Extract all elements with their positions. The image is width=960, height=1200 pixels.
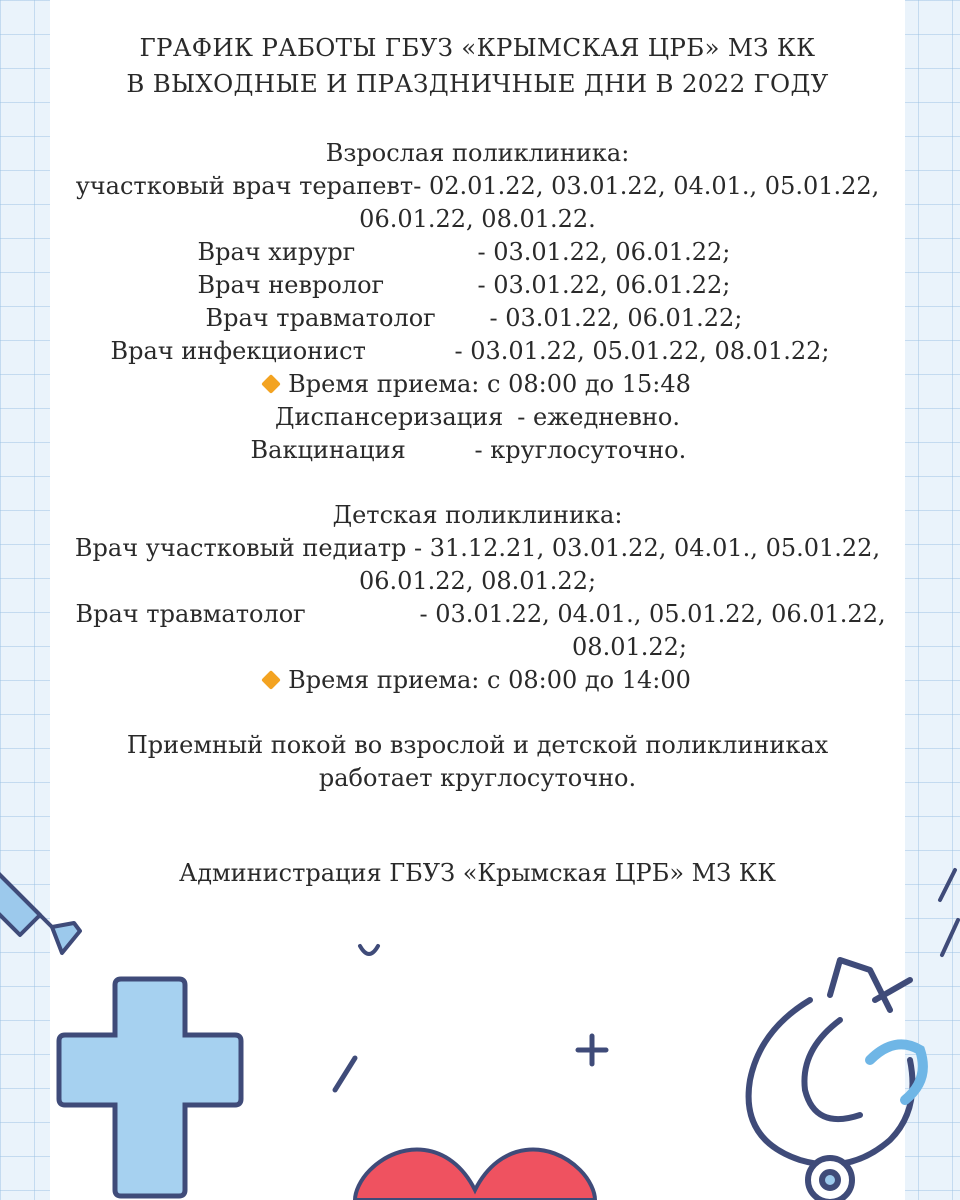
children-traumatologist-label: Врач травматолог xyxy=(75,600,306,628)
surgeon-row xyxy=(50,236,905,269)
medical-cross-icon xyxy=(50,975,250,1200)
signature: Администрация ГБУЗ «Крымская ЦРБ» МЗ КК xyxy=(179,859,776,887)
traumatologist-dates: - 03.01.22, 06.01.22; xyxy=(489,304,743,332)
therapist-dates-line-2: 06.01.22, 08.01.22. xyxy=(359,205,596,233)
traumatologist-row xyxy=(50,302,905,335)
pediatrician-dates-line-1: Врач участковый педиатр - 31.12.21, 03.01.22, 04.01., 05.01.22, xyxy=(74,534,881,562)
diamond-icon xyxy=(261,374,281,394)
children-clinic-heading: Детская поликлиника: xyxy=(332,501,623,529)
adult-clinic-heading: Взрослая поликлиника: xyxy=(325,139,630,167)
surgeon-dates: - 03.01.22, 06.01.22; xyxy=(477,238,731,266)
surgeon-label: Врач хирург xyxy=(197,238,356,266)
vaccination-row xyxy=(50,434,905,467)
neurologist-label: Врач невролог xyxy=(197,271,385,299)
vaccination-value: - круглосуточно. xyxy=(474,436,687,464)
children-traumatologist-dates: - 03.01.22, 04.01., 05.01.22, 06.01.22, xyxy=(419,600,886,628)
dispensary-value: - ежедневно. xyxy=(517,403,681,431)
vaccination-label: Вакцинация xyxy=(250,436,406,464)
dispensary-label: Диспансеризация xyxy=(274,403,504,431)
schedule-document xyxy=(50,0,905,890)
edge-stroke-right xyxy=(930,860,960,970)
dispensary-row xyxy=(50,401,905,434)
children-reception-time xyxy=(50,664,905,697)
document-title xyxy=(50,30,905,102)
title-line-1: ГРАФИК РАБОТЫ ГБУЗ «КРЫМСКАЯ ЦРБ» МЗ КК xyxy=(139,33,816,62)
diamond-icon xyxy=(261,670,281,690)
title-line-2: В ВЫХОДНЫЕ И ПРАЗДНИЧНЫЕ ДНИ В 2022 ГОДУ xyxy=(126,69,829,98)
neurologist-row xyxy=(50,269,905,302)
children-traumatologist-dates-line-2: 08.01.22; xyxy=(572,633,687,661)
plus-icon xyxy=(572,1030,612,1070)
cup-decoration xyxy=(356,942,382,964)
pediatrician-dates-line-2: 06.01.22, 08.01.22; xyxy=(358,567,597,595)
traumatologist-label: Врач травматолог xyxy=(205,304,436,332)
neurologist-dates: - 03.01.22, 06.01.22; xyxy=(477,271,731,299)
infectionist-row xyxy=(50,335,905,368)
adult-reception-time xyxy=(50,368,905,401)
dash-decoration xyxy=(325,1050,365,1100)
emergency-line-1: Приемный покой во взрослой и детской поликлиниках xyxy=(126,731,829,759)
stethoscope-icon xyxy=(720,940,960,1200)
infectionist-dates: - 03.01.22, 05.01.22, 08.01.22; xyxy=(454,337,830,365)
children-traumatologist-row xyxy=(50,598,905,631)
therapist-dates-line-1: участковый врач терапевт- 02.01.22, 03.01.22, 04.01., 05.01.22, xyxy=(75,172,880,200)
adult-reception-text: Время приема: с 08:00 до 15:48 xyxy=(288,370,691,398)
children-reception-text: Время приема: с 08:00 до 14:00 xyxy=(288,666,691,694)
heart-icon xyxy=(340,1130,610,1200)
infectionist-label: Врач инфекционист xyxy=(110,337,366,365)
emergency-notice xyxy=(50,729,905,795)
emergency-line-2: работает круглосуточно. xyxy=(318,764,637,792)
